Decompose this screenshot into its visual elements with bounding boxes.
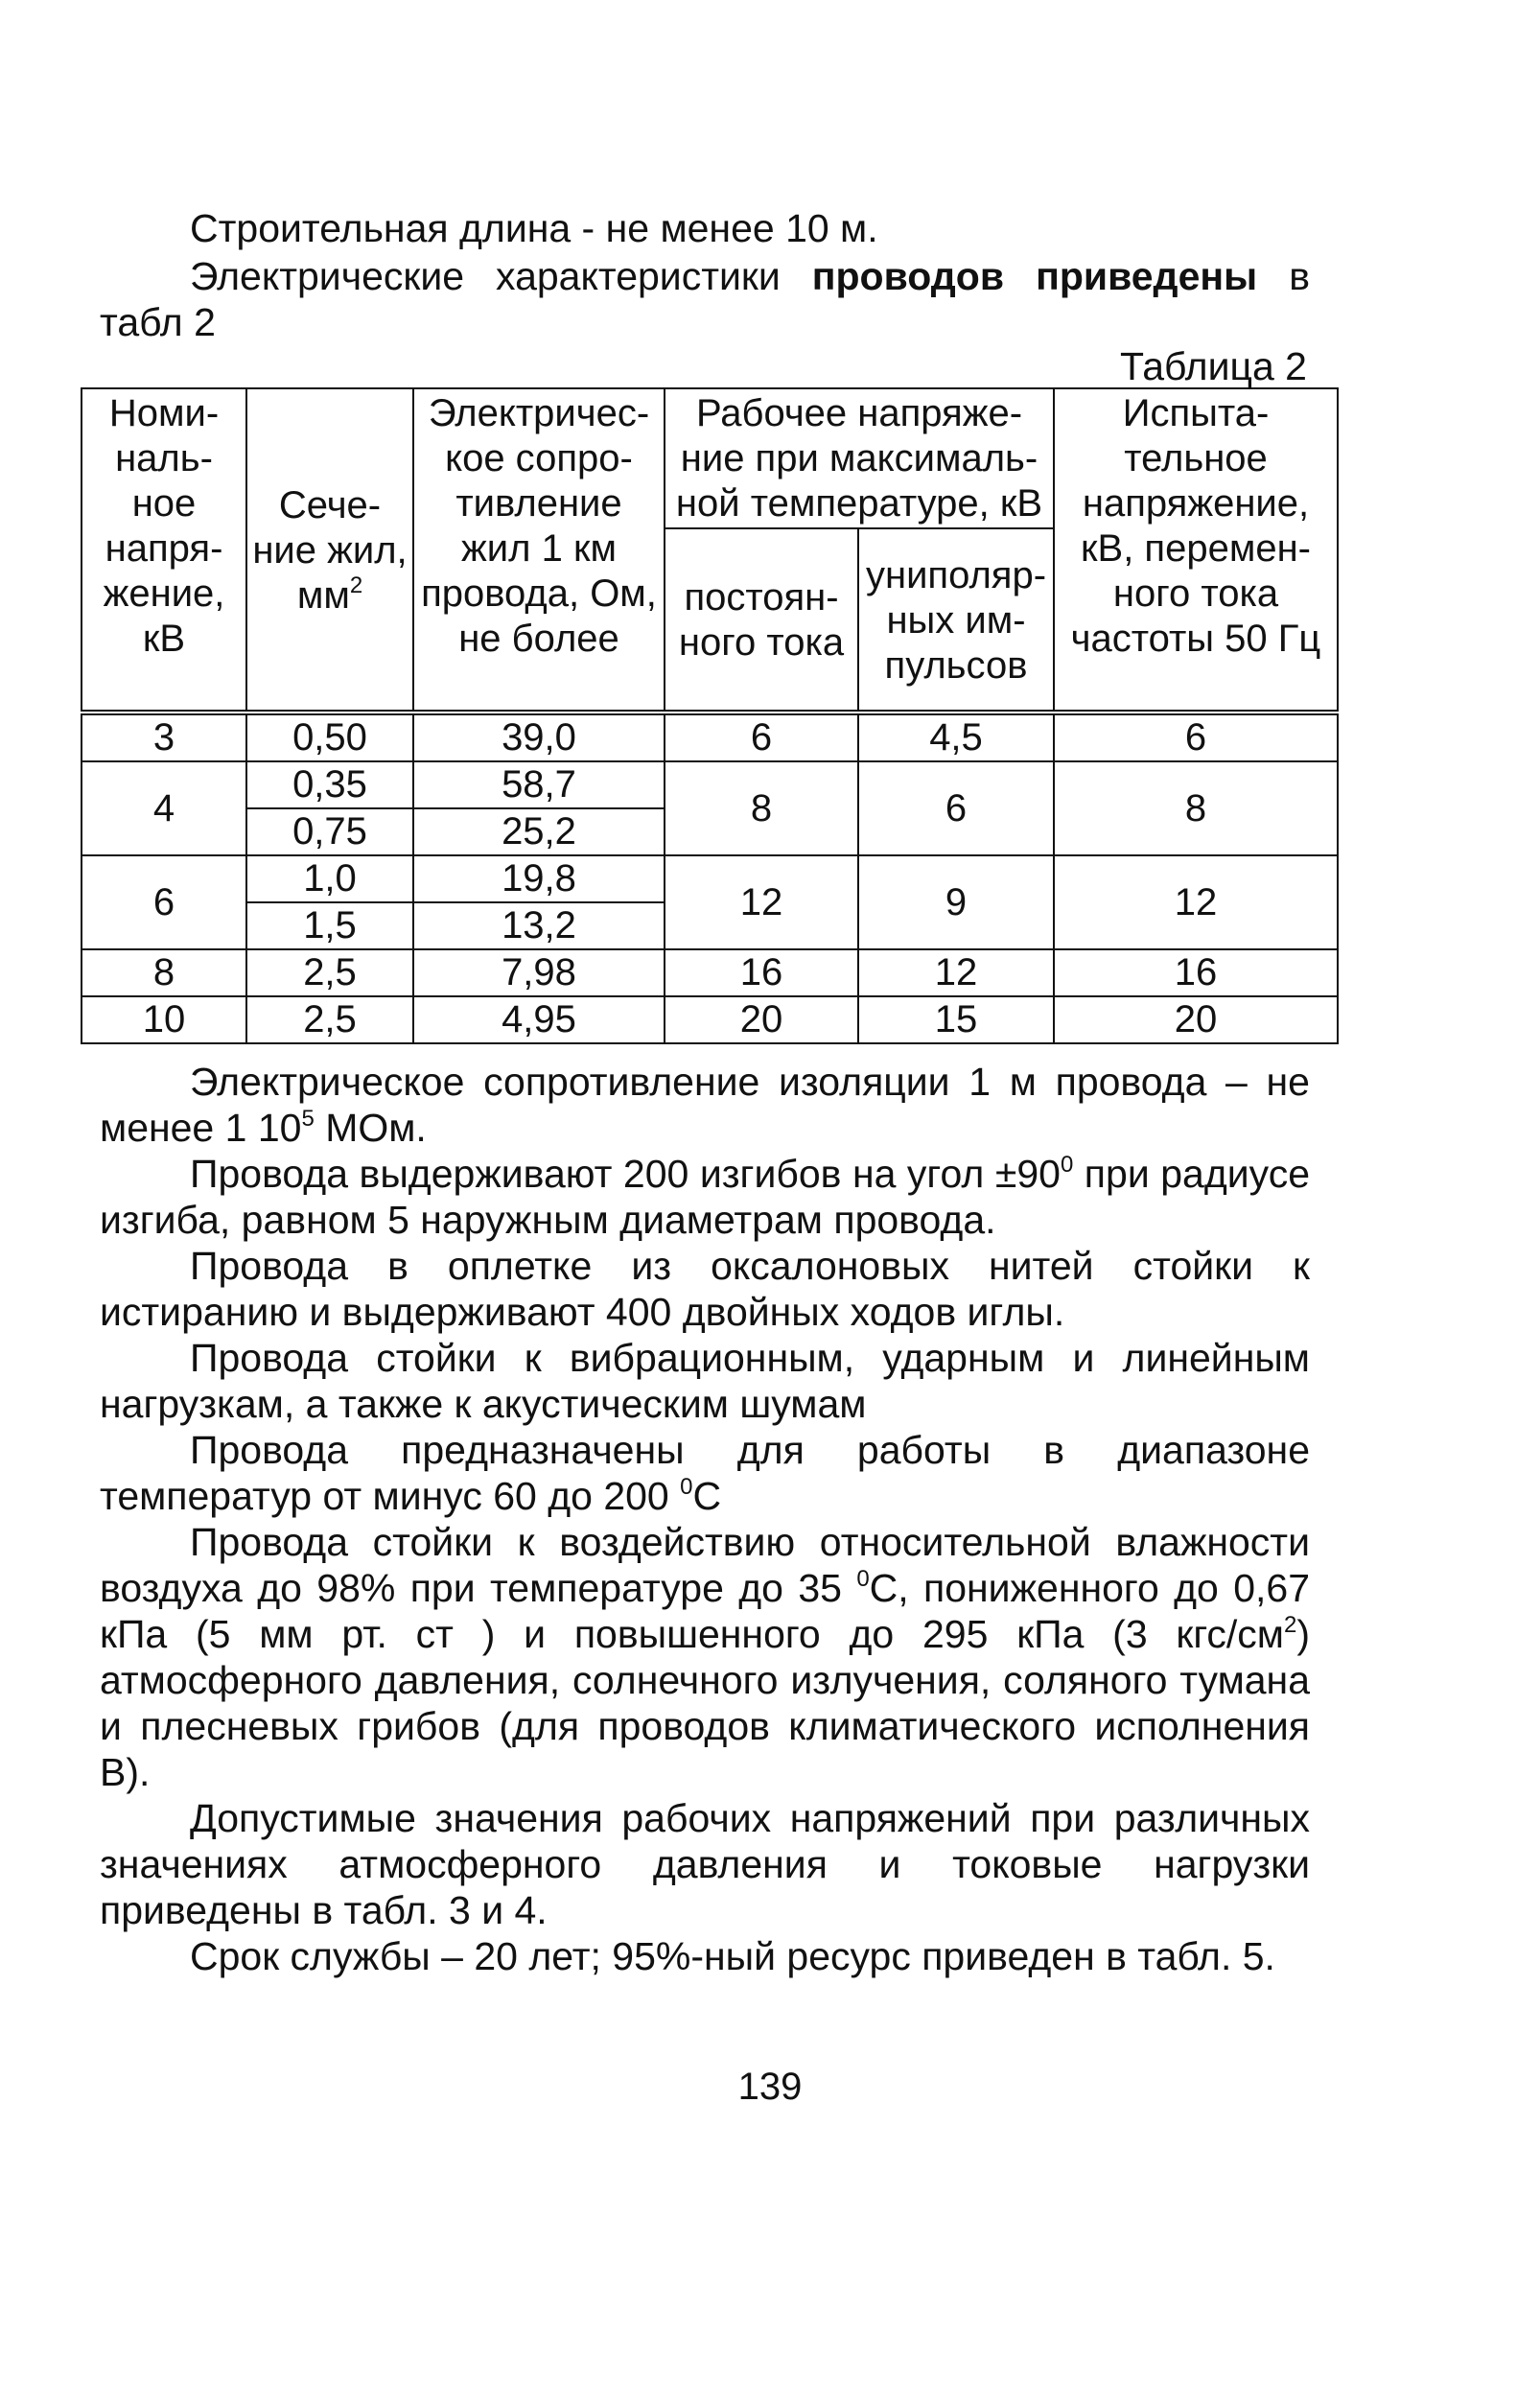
cell-dc: 20 xyxy=(665,996,858,1043)
paragraph-text-c: ) атмосферного давления, солнечного излучения, соляного тумана и плесневых грибов (для проводов климатического исполнения В). xyxy=(100,1612,1310,1794)
cell-resistance: 7,98 xyxy=(413,949,665,996)
cell-resistance: 4,95 xyxy=(413,996,665,1043)
cell-unipolar: 15 xyxy=(858,996,1054,1043)
cell-dc: 6 xyxy=(665,713,858,761)
cell-unipolar: 6 xyxy=(858,761,1054,855)
cell-section: 2,5 xyxy=(246,949,413,996)
intro-text xyxy=(100,253,1310,345)
characteristics-table xyxy=(81,387,1339,1044)
paragraph-text-b: С xyxy=(692,1474,722,1518)
paragraph-text: Допустимые значения рабочих напряжений при различных значениях атмосферного давления и токовые нагрузки приведены в табл. 3 и 4. xyxy=(100,1796,1310,1932)
paragraph-text-a: Электрическое сопротивление изоляции 1 м провода – не менее 1 10 xyxy=(100,1060,1310,1150)
paragraph-text xyxy=(100,1059,1310,1151)
cell-nominal: 3 xyxy=(82,713,246,761)
paragraph-text-b: С, пониженного до 0,67 кПа (5 мм рт. ст ) и повышенного до 295 кПа (3 кгс/см xyxy=(100,1566,1311,1656)
intro-text-bold-2: приведены xyxy=(1036,254,1258,298)
superscript: 0 xyxy=(856,1566,870,1592)
cell-section: 0,50 xyxy=(246,713,413,761)
table-row xyxy=(82,855,1338,902)
cell-test: 16 xyxy=(1054,949,1338,996)
paragraph-service-life xyxy=(100,1933,1310,1979)
paragraph-text-a: Провода выдерживают 200 изгибов на угол ±90 xyxy=(190,1152,1061,1196)
cell-section: 0,35 xyxy=(246,761,413,808)
table-row xyxy=(82,949,1338,996)
cell-section: 1,5 xyxy=(246,902,413,949)
header-unipolar: униполяр-ных им-пульсов xyxy=(858,528,1054,713)
paragraph-text xyxy=(100,1151,1310,1243)
intro-text-space xyxy=(1004,254,1036,298)
paragraph-insulation-resistance xyxy=(100,1059,1310,1151)
paragraph-text: Срок службы – 20 лет; 95%-ный ресурс приведен в табл. 5. xyxy=(190,1934,1275,1978)
paragraph-abrasion xyxy=(100,1243,1310,1335)
table-caption: Таблица 2 xyxy=(1120,344,1307,388)
superscript: 0 xyxy=(1060,1152,1074,1178)
paragraph-bending xyxy=(100,1151,1310,1243)
cell-nominal: 8 xyxy=(82,949,246,996)
header-working-voltage: Рабочее напряже-ние при максималь-ной температуре, кВ xyxy=(665,388,1054,528)
cell-nominal: 10 xyxy=(82,996,246,1043)
paragraph-text xyxy=(100,1519,1310,1795)
table-row xyxy=(82,761,1338,808)
paragraph-text-b: МОм. xyxy=(314,1106,427,1150)
cell-nominal: 4 xyxy=(82,761,246,855)
page-number: 139 xyxy=(737,2066,803,2108)
header-test-voltage: Испыта-тельное напряжение, кВ, перемен-ного тока частоты 50 Гц xyxy=(1054,388,1338,713)
cell-dc: 8 xyxy=(665,761,858,855)
cell-section: 2,5 xyxy=(246,996,413,1043)
cell-nominal: 6 xyxy=(82,855,246,949)
cell-resistance: 13,2 xyxy=(413,902,665,949)
header-cross-section-text: Сече-ние жил, мм xyxy=(252,483,408,617)
paragraph-text: Провода стойки к вибрационным, ударным и линейным нагрузкам, а также к акустическим шумам xyxy=(100,1336,1310,1426)
construction-length-text: Строительная длина - не менее 10 м. xyxy=(190,206,878,250)
cell-section: 0,75 xyxy=(246,808,413,855)
cell-test: 8 xyxy=(1054,761,1338,855)
paragraph-text xyxy=(100,1427,1310,1519)
cell-unipolar: 12 xyxy=(858,949,1054,996)
paragraph-voltages xyxy=(100,1795,1310,1933)
paragraph-text-a: Провода стойки к воздействию относительной влажности воздуха до 98% при температуре до 35 xyxy=(100,1520,1310,1610)
cell-resistance: 25,2 xyxy=(413,808,665,855)
cell-test: 20 xyxy=(1054,996,1338,1043)
superscript: 0 xyxy=(680,1474,693,1500)
intro-text-a: Электрические характеристики xyxy=(190,254,812,298)
superscript: 2 xyxy=(1283,1612,1297,1638)
cell-resistance: 58,7 xyxy=(413,761,665,808)
header-dc: постоян-ного тока xyxy=(665,528,858,713)
cell-unipolar: 9 xyxy=(858,855,1054,949)
header-cross-section-sup: 2 xyxy=(349,572,363,598)
cell-test: 12 xyxy=(1054,855,1338,949)
cell-dc: 12 xyxy=(665,855,858,949)
paragraph-humidity xyxy=(100,1519,1310,1795)
cell-resistance: 19,8 xyxy=(413,855,665,902)
cell-resistance: 39,0 xyxy=(413,713,665,761)
paragraph-vibration xyxy=(100,1335,1310,1427)
paragraph-temperature-range xyxy=(100,1427,1310,1519)
table-row xyxy=(82,996,1338,1043)
paragraph-text: Провода в оплетке из оксалоновых нитей стойки к истиранию и выдерживают 400 двойных ходов иглы. xyxy=(100,1244,1310,1334)
cell-dc: 16 xyxy=(665,949,858,996)
intro-paragraph xyxy=(100,253,1310,345)
cell-test: 6 xyxy=(1054,713,1338,761)
intro-text-end: в табл 2 xyxy=(100,254,1310,344)
header-nominal-voltage: Номи-наль-ное напря-жение, кВ xyxy=(82,388,246,713)
intro-text-bold-1: проводов xyxy=(811,254,1005,298)
superscript: 5 xyxy=(301,1106,315,1132)
cell-unipolar: 4,5 xyxy=(858,713,1054,761)
paragraph-text-b: при радиусе изгиба, равном 5 наружным диаметрам провода. xyxy=(100,1152,1311,1242)
construction-length-line xyxy=(190,205,878,251)
paragraph-text-a: Провода предназначены для работы в диапазоне температур от минус 60 до 200 xyxy=(100,1428,1310,1518)
header-cross-section xyxy=(246,388,413,713)
cell-section: 1,0 xyxy=(246,855,413,902)
header-resistance: Электричес-кое сопро-тивление жил 1 км провода, Ом, не более xyxy=(413,388,665,713)
table-row xyxy=(82,713,1338,761)
